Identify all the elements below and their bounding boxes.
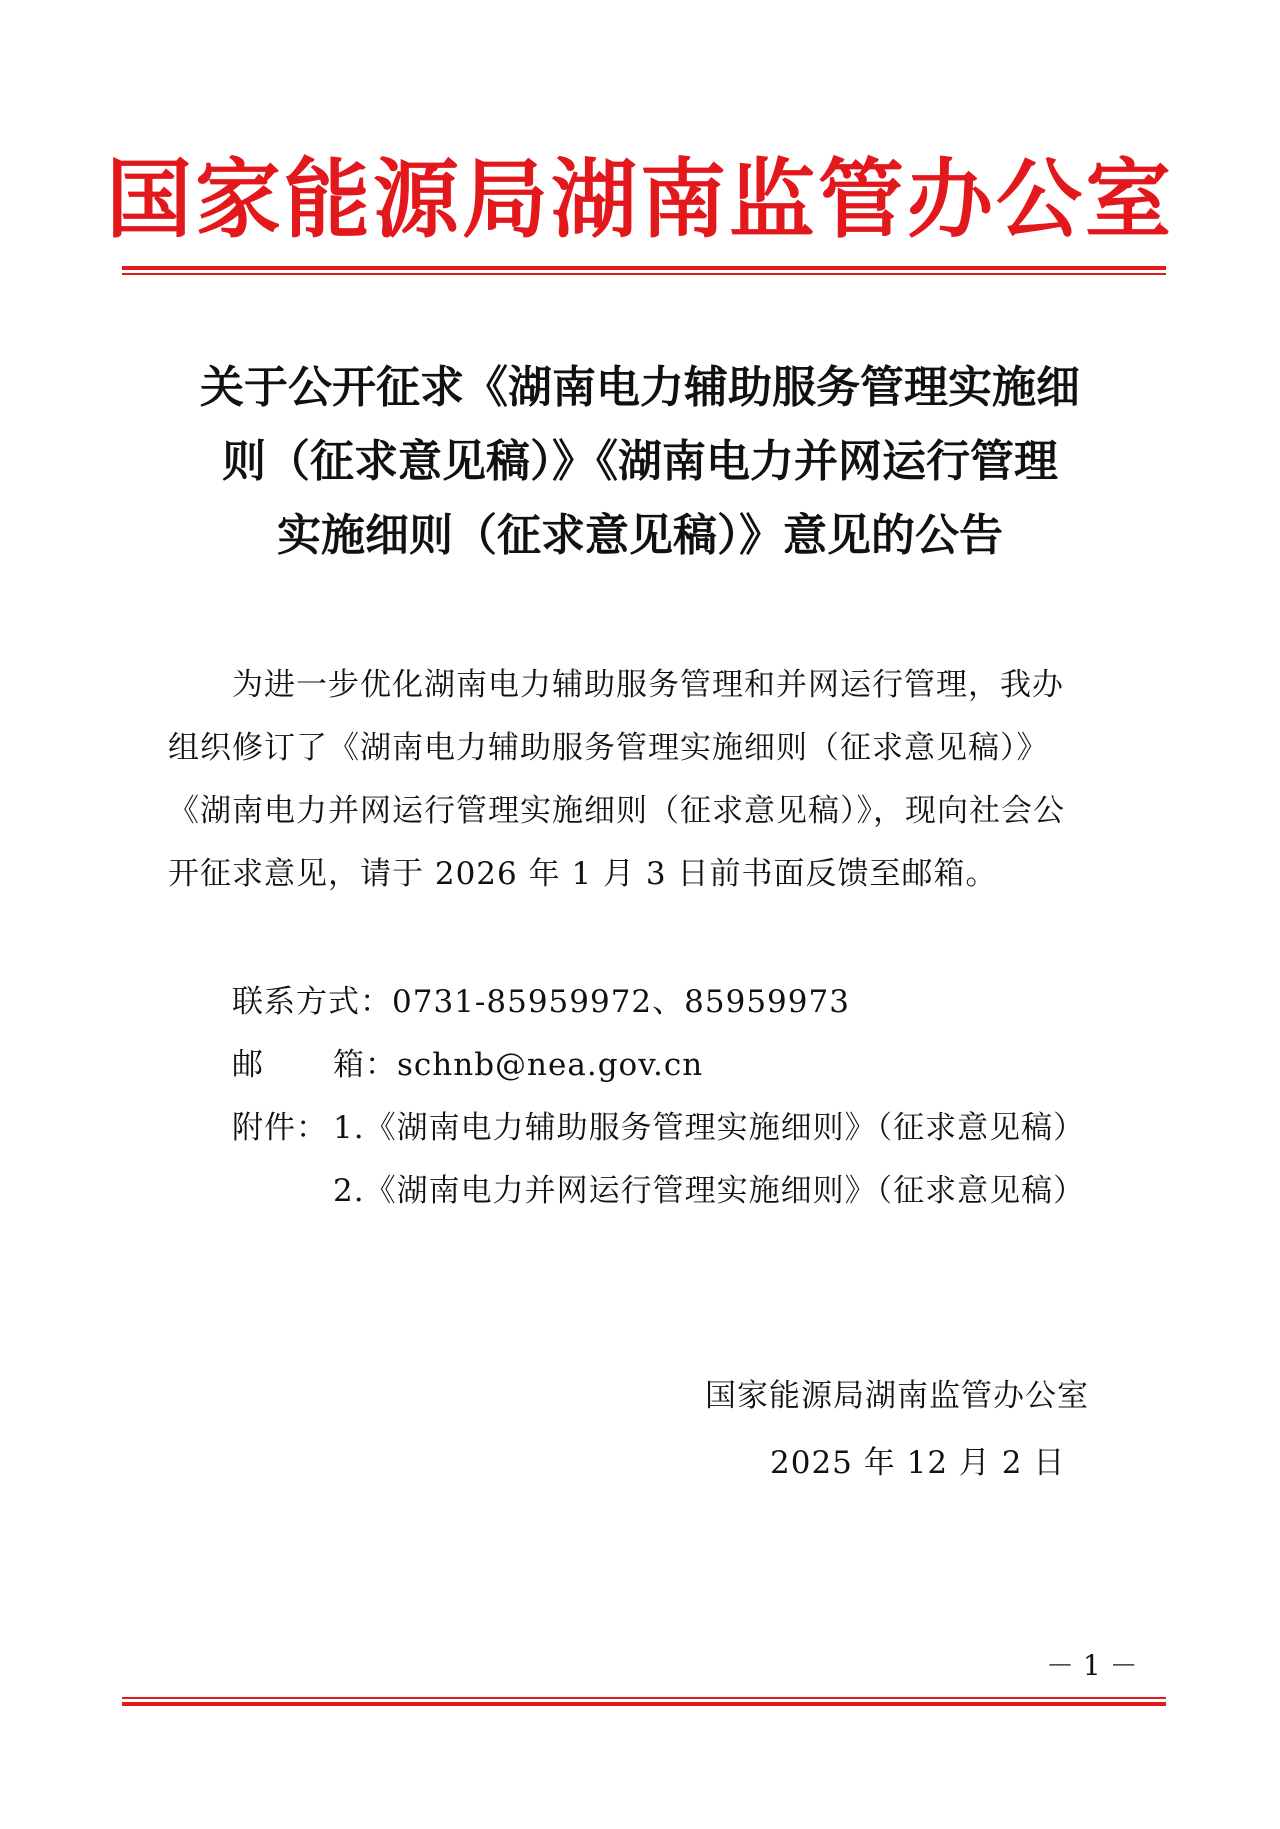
email-row bbox=[333, 1045, 703, 1085]
body-line-3: 《湖南电力并网运行管理实施细则（征求意见稿）》，现向社会公 bbox=[168, 793, 1065, 829]
signature-date: 2025 年 12 月 2 日 bbox=[770, 1445, 1066, 1481]
phone-row bbox=[232, 982, 850, 1022]
signature-issuer: 国家能源局湖南监管办公室 bbox=[705, 1378, 1089, 1414]
footer-rule-thin bbox=[122, 1697, 1166, 1699]
body-line-2: 组织修订了《湖南电力辅助服务管理实施细则（征求意见稿）》 bbox=[168, 730, 1049, 766]
email-label: 箱： bbox=[333, 1047, 397, 1083]
letterhead-title: 国家能源局湖南监管办公室 bbox=[106, 149, 1174, 250]
body-line-4: 开征求意见，请于 2026 年 1 月 3 日前书面反馈至邮箱。 bbox=[168, 856, 998, 892]
attachment-item-2: 2.《湖南电力并网运行管理实施细则》（征求意见稿） bbox=[333, 1173, 1086, 1209]
attachment-item-1: 1.《湖南电力辅助服务管理实施细则》（征求意见稿） bbox=[333, 1110, 1086, 1146]
phone-value: 0731-85959972、85959973 bbox=[392, 984, 850, 1020]
body-line-1: 为进一步优化湖南电力辅助服务管理和并网运行管理，我办 bbox=[232, 667, 1064, 703]
phone-label: 联系方式： bbox=[232, 984, 392, 1020]
notice-title-line-3: 实施细则（征求意见稿）》意见的公告 bbox=[277, 510, 1003, 561]
letterhead-rule-thick bbox=[122, 266, 1166, 270]
page-number: － 1 － bbox=[1046, 1649, 1138, 1682]
notice-title-line-2: 则（征求意见稿）》《湖南电力并网运行管理 bbox=[222, 436, 1058, 487]
notice-title-line-1: 关于公开征求《湖南电力辅助服务管理实施细 bbox=[200, 362, 1080, 413]
attachments-label: 附件： bbox=[232, 1110, 328, 1146]
email-value: schnb@nea.gov.cn bbox=[397, 1047, 704, 1083]
footer-rule-thick bbox=[122, 1702, 1166, 1706]
letterhead-rule-thin bbox=[122, 273, 1166, 275]
email-label-part-1: 邮 bbox=[232, 1047, 264, 1083]
